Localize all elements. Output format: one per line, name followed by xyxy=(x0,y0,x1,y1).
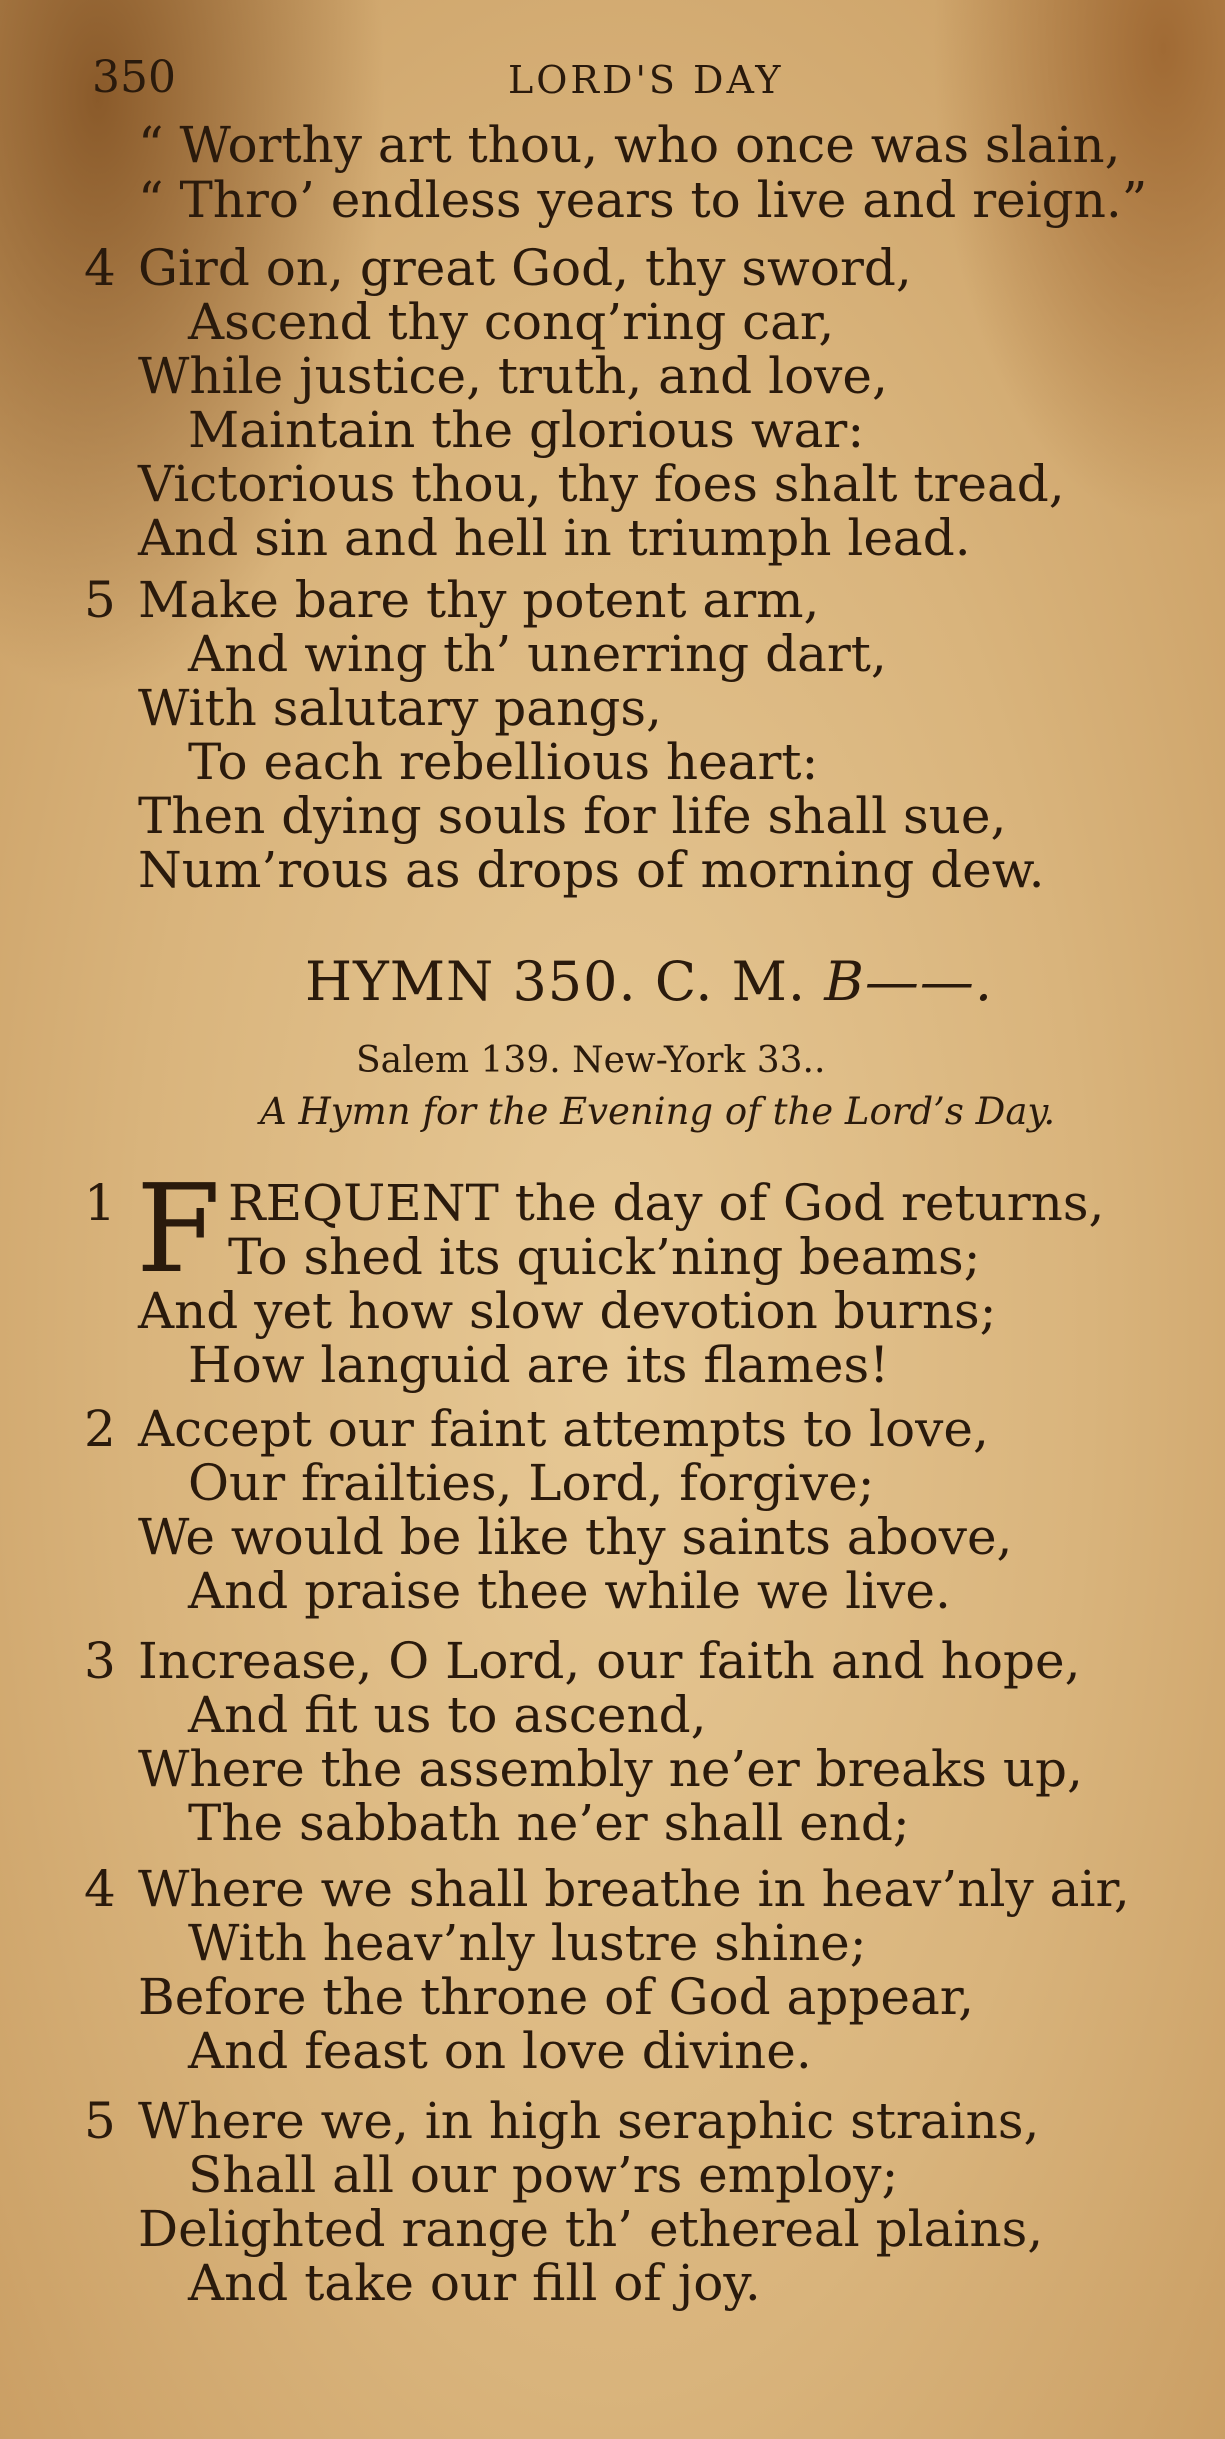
verse-line: And yet how slow devotion burns; xyxy=(138,1282,997,1340)
running-title: LORD'S DAY xyxy=(508,58,784,102)
tune-references: Salem 139. New-York 33.. xyxy=(356,1040,826,1081)
verse-line: And feast on love divine. xyxy=(188,2022,812,2080)
verse-line: Shall all our pow’rs employ; xyxy=(188,2146,899,2204)
verse-line: We would be like thy saints above, xyxy=(138,1508,1013,1566)
hymn-title xyxy=(305,950,993,1013)
hymn-subtitle: A Hymn for the Evening of the Lord’s Day. xyxy=(260,1090,1056,1133)
stanza-number: 4 xyxy=(84,239,116,297)
verse-line: Before the throne of God appear, xyxy=(138,1968,975,2026)
verse-line: And take our fill of joy. xyxy=(188,2254,761,2312)
verse-line: Maintain the glorious war: xyxy=(188,401,865,459)
drop-cap: F xyxy=(136,1158,221,1300)
verse-line: To each rebellious heart: xyxy=(188,733,819,791)
page-number: 350 xyxy=(92,52,176,103)
verse-line: REQUENT the day of God returns, xyxy=(228,1174,1105,1232)
verse-line: And wing th’ unerring dart, xyxy=(188,625,887,683)
continuation-line: “ Thro’ endless years to live and reign.” xyxy=(138,171,1148,229)
verse-line: Where we shall breathe in heav’nly air, xyxy=(138,1860,1130,1918)
stanza-number: 3 xyxy=(84,1632,116,1690)
stanza-number: 1 xyxy=(84,1174,116,1232)
stanza-number: 4 xyxy=(84,1860,116,1918)
verse-line: Where we, in high seraphic strains, xyxy=(138,2092,1040,2150)
verse-line: Delighted range th’ ethereal plains, xyxy=(138,2200,1044,2258)
verse-line: Where the assembly ne’er breaks up, xyxy=(138,1740,1083,1798)
stanza-number: 5 xyxy=(84,571,116,629)
hymn-title-text: HYMN 350. C. M. xyxy=(305,950,807,1013)
verse-line: Accept our faint attempts to love, xyxy=(138,1400,989,1458)
verse-line: Our frailties, Lord, forgive; xyxy=(188,1454,875,1512)
verse-line: To shed its quick’ning beams; xyxy=(228,1228,981,1286)
verse-line: Increase, O Lord, our faith and hope, xyxy=(138,1632,1081,1690)
stanza-number: 5 xyxy=(84,2092,116,2150)
verse-line: Ascend thy conq’ring car, xyxy=(188,293,835,351)
verse-line: The sabbath ne’er shall end; xyxy=(188,1794,910,1852)
hymn-author-letter: B——. xyxy=(824,950,994,1013)
verse-line: With heav’nly lustre shine; xyxy=(188,1914,867,1972)
verse-line: Make bare thy potent arm, xyxy=(138,571,820,629)
verse-line: With salutary pangs, xyxy=(138,679,662,737)
verse-line: Num’rous as drops of morning dew. xyxy=(138,841,1045,899)
verse-line: While justice, truth, and love, xyxy=(138,347,888,405)
verse-line: Gird on, great God, thy sword, xyxy=(138,239,912,297)
verse-line: Then dying souls for life shall sue, xyxy=(138,787,1007,845)
continuation-line: “ Worthy art thou, who once was slain, xyxy=(138,116,1121,174)
verse-line: Victorious thou, thy foes shalt tread, xyxy=(138,455,1065,513)
stanza-number: 2 xyxy=(84,1400,116,1458)
verse-line: And praise thee while we live. xyxy=(188,1562,951,1620)
verse-line: And fit us to ascend, xyxy=(188,1686,707,1744)
verse-line: And sin and hell in triumph lead. xyxy=(138,509,971,567)
verse-line: How languid are its flames! xyxy=(188,1336,890,1394)
